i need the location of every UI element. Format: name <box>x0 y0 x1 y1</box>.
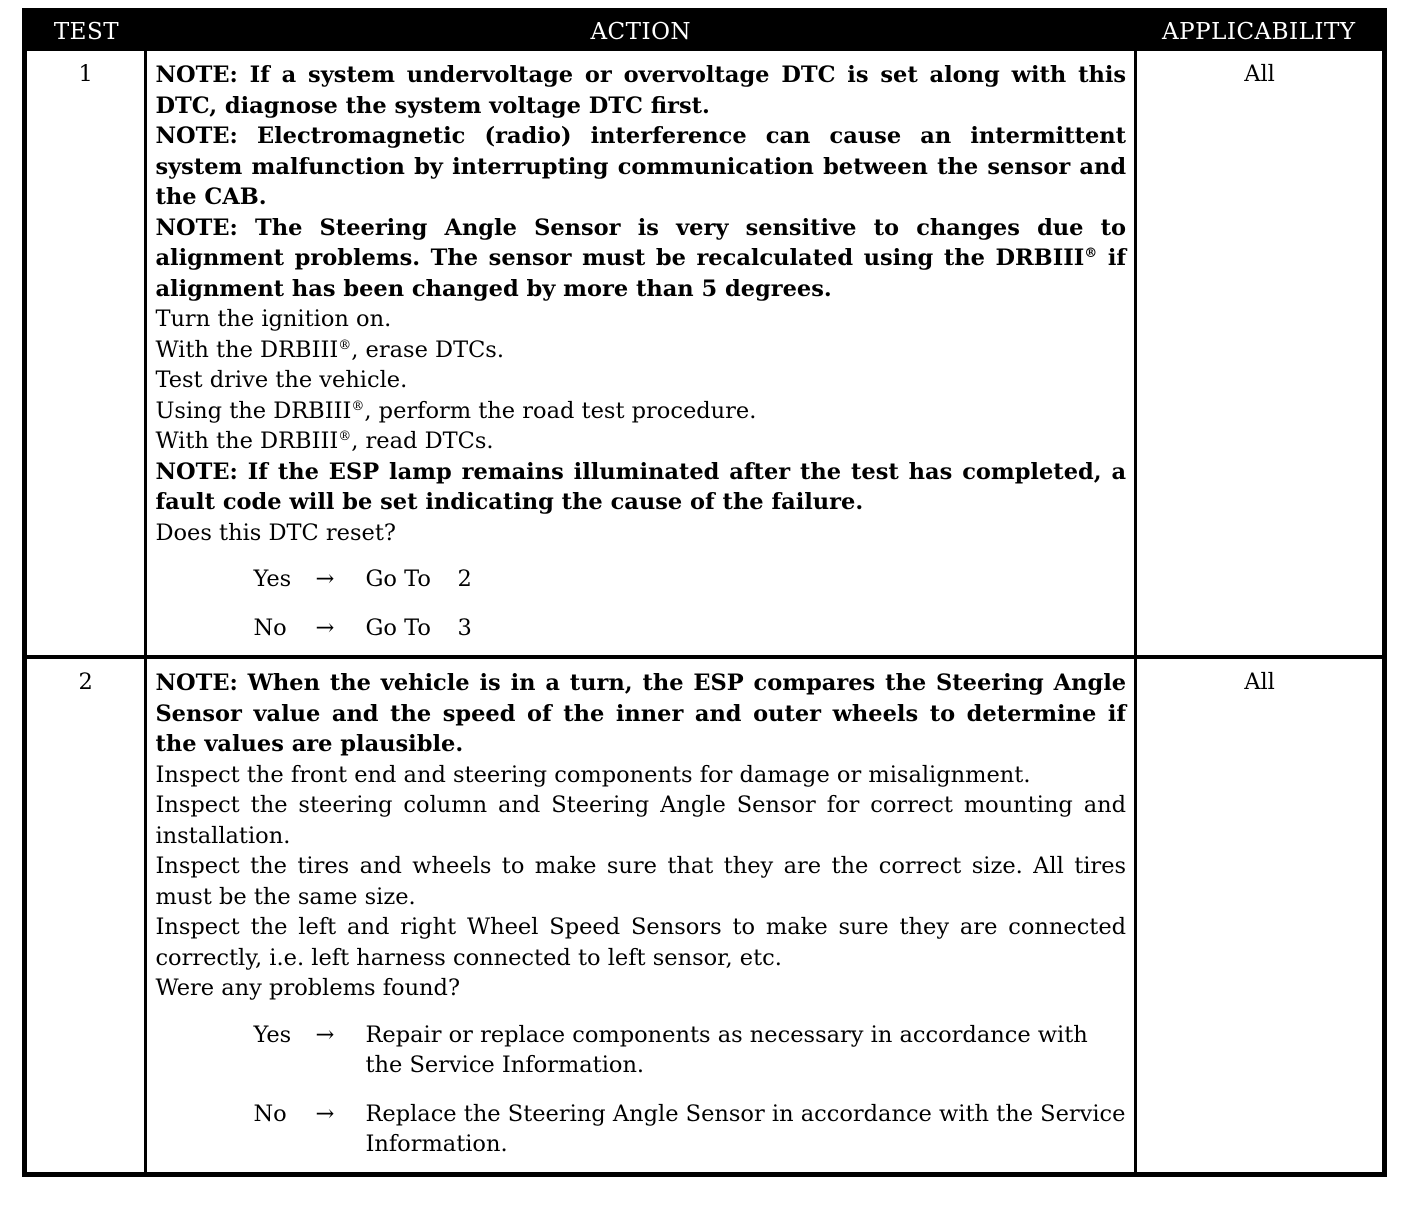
arrow-icon: → <box>315 1021 335 1048</box>
answer-no <box>253 613 1126 644</box>
registered-mark: ® <box>1084 246 1098 261</box>
note-text: NOTE: When the vehicle is in a turn, the ESP compares the Steering Angle Sensor value and the speed of the inner and outer wheels to determine if the values are plausible. <box>155 670 1127 757</box>
answer-yes <box>253 1020 1126 1081</box>
goto-label: Go To <box>365 614 431 641</box>
test-row-2 <box>25 657 1385 1174</box>
answer-result: Replace the Steering Angle Sensor in accordance with the Service Information. <box>365 1100 1126 1157</box>
instruction-text: Test drive the vehicle. <box>155 367 408 393</box>
registered-mark: ® <box>338 337 352 353</box>
note-text: NOTE: If the ESP lamp remains illuminated after the test has completed, a fault code will be set indicating the cause of the failure. <box>155 458 1127 515</box>
test-number: 1 <box>25 51 146 657</box>
arrow-icon: → <box>315 614 335 641</box>
answer-yes <box>253 564 1126 595</box>
goto-target: 3 <box>457 614 472 641</box>
header-applicability: APPLICABILITY <box>1136 11 1385 52</box>
test-row-1 <box>25 51 1385 657</box>
test-action <box>146 657 1136 1174</box>
answer-label: Yes <box>253 1021 292 1048</box>
instruction-text: Inspect the steering column and Steering Angle Sensor for correct mounting and installation. <box>155 792 1127 849</box>
diagnostic-table <box>22 8 1387 1177</box>
test-applicability: All <box>1136 51 1385 657</box>
note-text: NOTE: Electromagnetic (radio) interference can cause an intermittent system malfunction by interrupting communication between the sensor and the CAB. <box>155 123 1127 210</box>
answer-label: No <box>253 614 287 641</box>
answer-no <box>253 1099 1126 1160</box>
instruction-text: Using the DRBIII®, perform the road test procedure. <box>155 397 757 424</box>
test-action <box>146 51 1136 657</box>
note-text: NOTE: The Steering Angle Sensor is very sensitive to changes due to alignment problems. The sensor must be recalculated using the DRBIII® if alignment has been changed by more than 5 degrees. <box>155 214 1127 302</box>
header-test: TEST <box>25 11 146 52</box>
registered-mark: ® <box>351 398 365 414</box>
question-text: Does this DTC reset? <box>155 519 396 546</box>
arrow-icon: → <box>315 1100 335 1127</box>
question-text: Were any problems found? <box>155 975 461 1001</box>
instruction-text: Turn the ignition on. <box>155 306 392 332</box>
note-text: NOTE: If a system undervoltage or overvoltage DTC is set along with this DTC, diagnose the system voltage DTC first. <box>155 62 1127 119</box>
instruction-text: Inspect the left and right Wheel Speed Sensors to make sure they are connected correctly, i.e. left harness connected to left sensor, etc. <box>155 914 1127 971</box>
answer-result <box>365 564 1126 595</box>
header-action: ACTION <box>146 11 1136 52</box>
arrow-icon: → <box>315 566 335 592</box>
instruction-text: Inspect the front end and steering components for damage or misalignment. <box>155 761 1031 788</box>
instruction-text: With the DRBIII®, read DTCs. <box>155 428 494 454</box>
answer-label: Yes <box>253 566 292 592</box>
goto-label: Go To <box>365 566 431 592</box>
instruction-text: Inspect the tires and wheels to make sure that they are the correct size. All tires must be the same size. <box>155 853 1127 910</box>
answer-list <box>155 564 1126 643</box>
registered-mark: ® <box>338 429 352 444</box>
goto-target: 2 <box>457 566 472 592</box>
answer-result: Repair or replace components as necessary in accordance with the Service Information. <box>365 1021 1088 1078</box>
test-number: 2 <box>25 657 146 1174</box>
answer-list <box>155 1020 1126 1160</box>
answer-label: No <box>253 1100 287 1127</box>
answer-result <box>365 613 1126 644</box>
header-row <box>25 11 1385 52</box>
instruction-text: With the DRBIII®, erase DTCs. <box>155 336 504 363</box>
test-applicability: All <box>1136 657 1385 1174</box>
